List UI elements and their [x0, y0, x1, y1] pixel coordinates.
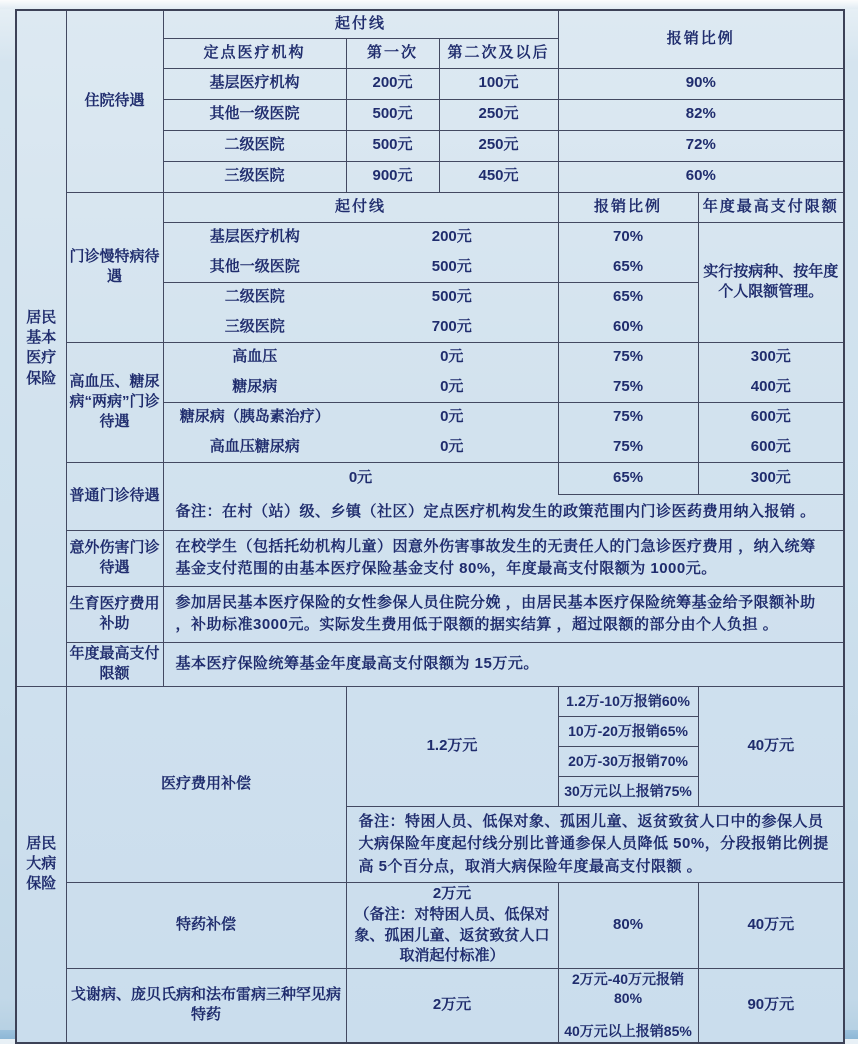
section-accident-label: 意外伤害门诊待遇 [66, 530, 163, 586]
group-basic-insurance: 居民基本医疗保险 [16, 10, 66, 686]
row-special-drug [16, 883, 844, 969]
rare-disease-deductible: 2万元 [346, 969, 558, 1043]
page-top-margin [0, 0, 858, 9]
hospital-institution: 三级医院 [163, 161, 346, 192]
medical-compensation-tier: 20万-30万报销70% [558, 746, 698, 776]
row-twodiseases-1 [16, 342, 844, 372]
chronic-deductible: 700元 [346, 312, 558, 342]
two-diseases-deductible: 0元 [346, 402, 558, 432]
two-diseases-deductible: 0元 [346, 342, 558, 372]
hospital-first: 500元 [346, 99, 439, 130]
chronic-deductible: 200元 [346, 222, 558, 252]
chronic-institution: 二级医院 [163, 282, 346, 312]
rare-disease-ratio-cell [558, 969, 698, 1043]
row-rare-disease [16, 969, 844, 1043]
rare-disease-ratio-tier2: 40万元以上报销85% [564, 1022, 692, 1039]
section-medical-compensation-label: 医疗费用补偿 [66, 686, 346, 883]
two-diseases-name: 糖尿病 [163, 372, 346, 402]
hospital-header-ratio: 报销比例 [558, 10, 844, 68]
hospital-first: 200元 [346, 68, 439, 99]
hospital-institution: 二级医院 [163, 130, 346, 161]
chronic-ratio: 60% [558, 312, 698, 342]
medical-compensation-annual-max: 40万元 [698, 686, 844, 806]
medical-compensation-tier: 1.2万-10万报销60% [558, 686, 698, 716]
accident-text: 在校学生（包括托幼机构儿童）因意外伤害事故发生的无责任人的门急诊医疗费用 ，纳入统筹基金支付范围的由基本医疗保险基金支付 80%，年度最高支付限额为 1000元。 [163, 530, 844, 586]
two-diseases-ratio: 75% [558, 402, 698, 432]
chronic-institution: 其他一级医院 [163, 252, 346, 282]
chronic-header-ratio: 报销比例 [558, 192, 698, 222]
hospital-first: 500元 [346, 130, 439, 161]
hospital-first: 900元 [346, 161, 439, 192]
general-outpatient-deductible: 0元 [163, 462, 558, 494]
section-chronic-label: 门诊慢特病待遇 [66, 192, 163, 342]
benefits-table [15, 9, 845, 1044]
medical-compensation-note: 备注：特困人员、低保对象、孤困儿童、返贫致贫人口中的参保人员大病保险年度起付线分别比普通参保人员降低 50%，分段报销比例提高 5个百分点，取消大病保险年度最高支付限额 。 [346, 806, 844, 883]
two-diseases-annual-max: 400元 [698, 372, 844, 402]
hospital-second: 100元 [439, 68, 558, 99]
section-hospitalization-label: 住院待遇 [66, 10, 163, 192]
hospital-header-first: 第一次 [346, 38, 439, 68]
two-diseases-ratio: 75% [558, 342, 698, 372]
hospital-institution: 其他一级医院 [163, 99, 346, 130]
hospital-header-institution: 定点医疗机构 [163, 38, 346, 68]
medical-compensation-tier: 10万-20万报销65% [558, 716, 698, 746]
hospital-ratio: 60% [558, 161, 844, 192]
chronic-ratio: 65% [558, 282, 698, 312]
chronic-header-deductible: 起付线 [163, 192, 558, 222]
two-diseases-deductible: 0元 [346, 372, 558, 402]
annual-cap-text: 基本医疗保险统筹基金年度最高支付限额为 15万元。 [163, 642, 844, 686]
two-diseases-name: 高血压 [163, 342, 346, 372]
chronic-annual-max-note: 实行按病种、按年度个人限额管理。 [698, 222, 844, 342]
section-general-outpatient-label: 普通门诊待遇 [66, 462, 163, 530]
general-outpatient-annual-max: 300元 [698, 462, 844, 494]
row-maternity [16, 586, 844, 642]
special-drug-deductible: 2万元 [432, 885, 472, 903]
chronic-institution: 基层医疗机构 [163, 222, 346, 252]
chronic-deductible: 500元 [346, 282, 558, 312]
row-annual-cap [16, 642, 844, 686]
section-maternity-label: 生育医疗费用补助 [66, 586, 163, 642]
two-diseases-annual-max: 600元 [698, 402, 844, 432]
section-rare-disease-label: 戈谢病、庞贝氏病和法布雷病三种罕见病特药 [66, 969, 346, 1043]
two-diseases-annual-max: 300元 [698, 342, 844, 372]
chronic-deductible: 500元 [346, 252, 558, 282]
section-two-diseases-label: 高血压、糖尿病“两病”门诊待遇 [66, 342, 163, 462]
general-outpatient-ratio: 65% [558, 462, 698, 494]
row-chronic-header [16, 192, 844, 222]
maternity-text: 参加居民基本医疗保险的女性参保人员住院分娩 ，由居民基本医疗保险统筹基金给予限额补助 ，补助标准3000元。实际发生费用低于限额的据实结算 ，超过限额的部分由个人负担 。 [163, 586, 844, 642]
hospital-second: 250元 [439, 130, 558, 161]
chronic-ratio: 70% [558, 222, 698, 252]
hospital-ratio: 90% [558, 68, 844, 99]
hospital-ratio: 82% [558, 99, 844, 130]
rare-disease-ratio-tier1: 2万元-40万元报销80% [572, 971, 685, 1006]
general-outpatient-note: 备注：在村（站）级、乡镇（社区）定点医疗机构发生的政策范围内门诊医药费用纳入报销 。 [163, 494, 844, 530]
row-major-tier-1 [16, 686, 844, 716]
two-diseases-ratio: 75% [558, 372, 698, 402]
chronic-ratio: 65% [558, 252, 698, 282]
special-drug-deductible-note: （备注：对特困人员、低保对象、孤困儿童、返贫致贫人口取消起付标准） [354, 905, 550, 965]
section-special-drug-label: 特药补偿 [66, 883, 346, 969]
section-annual-cap-label: 年度最高支付限额 [66, 642, 163, 686]
two-diseases-name: 糖尿病（胰岛素治疗） [163, 402, 346, 432]
medical-compensation-deductible: 1.2万元 [346, 686, 558, 806]
special-drug-deductible-cell [346, 883, 558, 969]
hospital-second: 250元 [439, 99, 558, 130]
group-major-illness-insurance: 居民大病保险 [16, 686, 66, 1043]
special-drug-annual-max: 40万元 [698, 883, 844, 969]
row-general-outpatient [16, 462, 844, 494]
hospital-second: 450元 [439, 161, 558, 192]
row-hospital-header1 [16, 10, 844, 38]
two-diseases-ratio: 75% [558, 432, 698, 462]
special-drug-ratio: 80% [558, 883, 698, 969]
chronic-institution: 三级医院 [163, 312, 346, 342]
hospital-institution: 基层医疗机构 [163, 68, 346, 99]
medical-compensation-tier: 30万元以上报销75% [558, 776, 698, 806]
hospital-header-deductible: 起付线 [163, 10, 558, 38]
two-diseases-deductible: 0元 [346, 432, 558, 462]
two-diseases-name: 高血压糖尿病 [163, 432, 346, 462]
row-accident [16, 530, 844, 586]
two-diseases-annual-max: 600元 [698, 432, 844, 462]
rare-disease-annual-max: 90万元 [698, 969, 844, 1043]
chronic-header-annual-max: 年度最高支付限额 [698, 192, 844, 222]
hospital-header-second: 第二次及以后 [439, 38, 558, 68]
hospital-ratio: 72% [558, 130, 844, 161]
